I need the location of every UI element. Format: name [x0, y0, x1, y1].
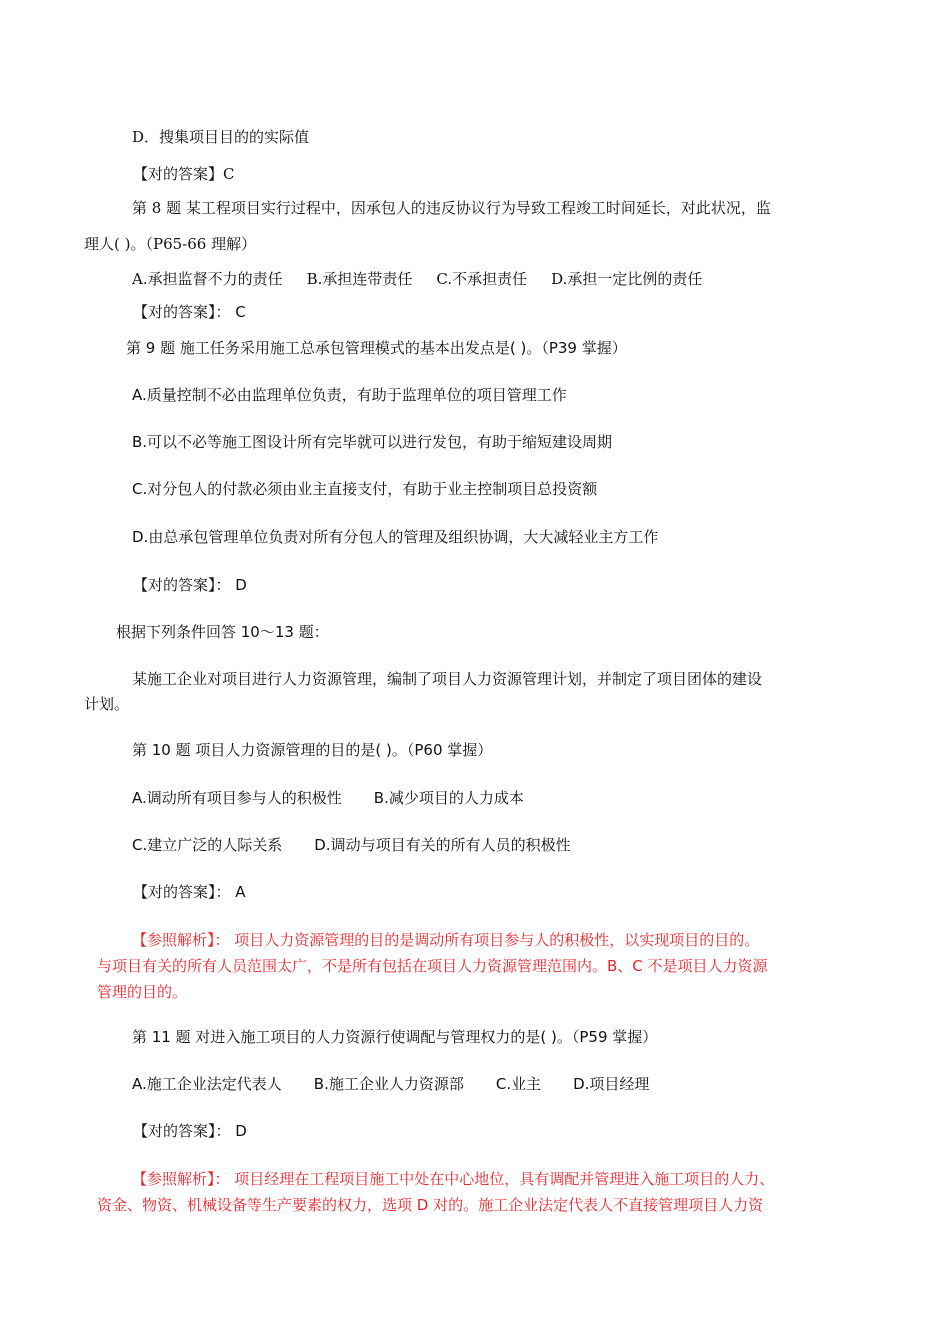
q11-option-b: B.施工企业人力资源部 [313, 1075, 464, 1093]
q11-analysis-line1: 【参照解析】： 项目经理在工程项目施工中处在中心地位，具有调配并管理进入施工项目的人力、 [132, 1170, 775, 1188]
q8-option-d: D.承担一定比例的责任 [551, 270, 703, 288]
q10-analysis-line3: 管理的目的。 [97, 983, 188, 1001]
q8-answer: 【对的答案】： C [133, 303, 246, 321]
q9-option-c: C.对分包人的付款必须由业主直接支付，有助于业主控制项目总投资额 [132, 480, 598, 498]
q10-option-c: C.建立广泛的人际关系 [132, 836, 283, 854]
q11-question: 第 11 题 对进入施工项目的人力资源行使调配与管理权力的是( )。（P59 掌握） [132, 1028, 658, 1046]
q7-option-d: D．搜集项目目的的实际值 [132, 128, 310, 146]
q10-option-b: B.减少项目的人力成本 [373, 789, 524, 807]
group-intro: 根据下列条件回答 10～13 题： [116, 623, 329, 641]
q9-question: 第 9 题 施工任务采用施工总承包管理模式的基本出发点是( )。（P39 掌握） [126, 339, 627, 357]
q8-question-line1: 第 8 题 某工程项目实行过程中，因承包人的违反协议行为导致工程竣工时间延长，对此状况，监 [132, 199, 771, 217]
q11-option-a: A.施工企业法定代表人 [132, 1075, 282, 1093]
scenario-line1: 某施工企业对项目进行人力资源管理，编制了项目人力资源管理计划，并制定了项目团体的建设 [132, 670, 763, 688]
q11-option-d: D.项目经理 [573, 1075, 650, 1093]
q10-option-d: D.调动与项目有关的所有人员的积极性 [314, 836, 571, 854]
q8-question-line2: 理人( )。（P65-66 理解） [84, 235, 257, 253]
q11-options [132, 1074, 649, 1094]
q11-answer: 【对的答案】： D [133, 1122, 247, 1140]
q8-option-b: B.承担连带责任 [306, 270, 413, 288]
q8-options [132, 269, 702, 289]
scenario-line2: 计划。 [84, 695, 130, 713]
q10-options-row2 [132, 835, 571, 855]
q8-option-c: C.不承担责任 [436, 270, 528, 288]
q9-option-d: D.由总承包管理单位负责对所有分包人的管理及组织协调，大大减轻业主方工作 [132, 528, 659, 546]
q10-question: 第 10 题 项目人力资源管理的目的是( )。（P60 掌握） [132, 741, 493, 759]
q9-option-b: B.可以不必等施工图设计所有完毕就可以进行发包，有助于缩短建设周期 [132, 433, 613, 451]
q11-analysis-line2: 资金、物资、机械设备等生产要素的权力，选项 D 对的。施工企业法定代表人不直接管理项目人力资 [97, 1196, 764, 1214]
q10-option-a: A.调动所有项目参与人的积极性 [132, 789, 342, 807]
q9-option-a: A.质量控制不必由监理单位负责，有助于监理单位的项目管理工作 [132, 386, 567, 404]
q9-answer: 【对的答案】： D [133, 576, 247, 594]
q10-analysis-line1: 【参照解析】： 项目人力资源管理的目的是调动所有项目参与人的积极性，以实现项目的目的。 [132, 931, 760, 949]
q11-option-c: C.业主 [495, 1075, 542, 1093]
q10-options-row1 [132, 788, 524, 808]
q8-option-a: A.承担监督不力的责任 [132, 270, 283, 288]
q7-answer: 【对的答案】C [133, 165, 235, 183]
q10-analysis-line2: 与项目有关的所有人员范围太广，不是所有包括在项目人力资源管理范围内。B、C 不是项目人力资源 [97, 957, 768, 975]
q10-answer: 【对的答案】： A [133, 883, 246, 901]
